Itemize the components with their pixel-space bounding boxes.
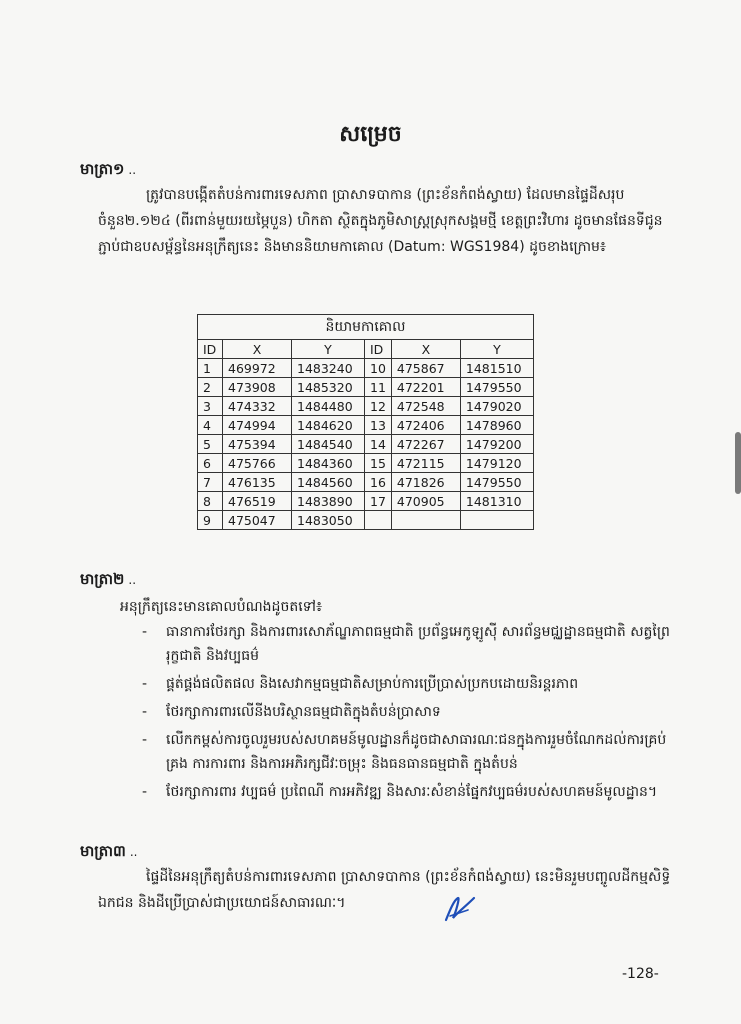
coordinate-table	[197, 314, 534, 530]
list-item-text: ផ្គត់ផ្គង់ផលិតផល និងសេវាកម្មធម្មជាតិសម្រាប់ការប្រើប្រាស់ប្រកបដោយនិរន្តរភាព	[166, 676, 579, 692]
header-id-2: ID	[365, 340, 392, 359]
header-y-1: Y	[292, 340, 365, 359]
cell: 12	[365, 397, 392, 416]
table-header-row	[198, 340, 534, 359]
table-row	[198, 397, 534, 416]
header-x-1: X	[223, 340, 292, 359]
cell: 6	[198, 454, 223, 473]
cell: 472201	[391, 378, 460, 397]
cell: 5	[198, 435, 223, 454]
cell: 16	[365, 473, 392, 492]
cell: 1485320	[292, 378, 365, 397]
list-item: - លើកកម្ពស់ការចូលរួមរបស់សហគមន៍មូលដ្ឋានក៏ដូចជាសាធារណៈជនក្នុងការរួមចំណែកដល់ការគ្រប់គ្រង ការការពារ និងការអភិរក្សជីវៈចម្រុះ និងធនធានធម្មជាតិ ក្នុងតំបន់	[142, 732, 667, 772]
cell: 1484480	[292, 397, 365, 416]
table-row	[198, 416, 534, 435]
list-item: - ថែរក្សាការពារលើនីងបរិស្ថានធម្មជាតិក្នុងតំបន់ប្រាសាទ	[142, 704, 441, 720]
header-x-2: X	[391, 340, 460, 359]
cell: 3	[198, 397, 223, 416]
cell: 9	[198, 511, 223, 530]
cell: 471826	[391, 473, 460, 492]
table-row	[198, 454, 534, 473]
cell: 1484360	[292, 454, 365, 473]
cell: 15	[365, 454, 392, 473]
cell: 1483890	[292, 492, 365, 511]
cell: 1	[198, 359, 223, 378]
cell: 4	[198, 416, 223, 435]
cell: 10	[365, 359, 392, 378]
cell: 1484560	[292, 473, 365, 492]
cell: 476135	[223, 473, 292, 492]
table-caption: និយាមកាគោល	[198, 315, 534, 340]
header-y-2: Y	[460, 340, 533, 359]
cell: 470905	[391, 492, 460, 511]
table-row	[198, 492, 534, 511]
cell	[365, 511, 392, 530]
cell: 472115	[391, 454, 460, 473]
table-row	[198, 473, 534, 492]
cell: 1479550	[460, 473, 533, 492]
cell: 13	[365, 416, 392, 435]
cell: 1481310	[460, 492, 533, 511]
table-row	[198, 378, 534, 397]
cell: 8	[198, 492, 223, 511]
cell: 475047	[223, 511, 292, 530]
cell: 475394	[223, 435, 292, 454]
article-1-body: ត្រូវបានបង្កើតតំបន់ការពារទេសភាព ប្រាសាទបាកាន (ព្រះខ័នកំពង់ស្វាយ) ដែលមានផ្ទៃដីសរុបចំនួន២.១២៤ (ពីរពាន់មួយរយម្ភៃបួន) ហិកតា ស្ថិតក្នុងភូមិសាស្ត្រស្រុកសង្គមថ្មី ខេត្តព្រះវិហារ ដូចមានផែនទីជូនភ្ជាប់ជាឧបសម្ព័ន្ធនៃអនុក្រឹត្យនេះ និងមាននិយាមកាគោល (Datum: WGS1984) ដូចខាងក្រោម៖	[98, 187, 663, 255]
cell: 14	[365, 435, 392, 454]
cell: 476519	[223, 492, 292, 511]
article-1-label: មាត្រា១	[80, 160, 125, 178]
cell: 475867	[391, 359, 460, 378]
cell: 475766	[223, 454, 292, 473]
scrollbar-thumb[interactable]	[735, 432, 741, 494]
cell: 1479020	[460, 397, 533, 416]
table-row	[198, 435, 534, 454]
cell: 11	[365, 378, 392, 397]
signature-icon	[440, 888, 480, 928]
list-item: - ផ្គត់ផ្គង់ផលិតផល និងសេវាកម្មធម្មជាតិសម្រាប់ការប្រើប្រាស់ប្រកបដោយនិរន្តរភាព	[142, 676, 579, 692]
cell: 1479200	[460, 435, 533, 454]
article-2-heading	[80, 570, 136, 592]
article-2-intro: អនុក្រឹត្យនេះមានគោលបំណងដូចតទៅ៖	[120, 599, 323, 615]
table-row	[198, 511, 534, 530]
cell	[460, 511, 533, 530]
article-2-dots: ..	[128, 573, 137, 587]
list-item-text: ធានាការថែរក្សា និងការពារសោភ័ណ្ឌភាពធម្មជាតិ ប្រព័ន្ធអេកូឡូស៊ី សារព័ន្ធមជ្ឈដ្ឋានធម្មជាតិ សត្វព្រៃ រុក្ខជាតិ និងវប្បធម៌	[166, 624, 670, 664]
cell: 472548	[391, 397, 460, 416]
article-3-text	[98, 864, 673, 916]
article-1-text	[98, 182, 673, 260]
article-1-heading	[80, 160, 136, 182]
table-row	[198, 359, 534, 378]
article-1-dots: ..	[128, 163, 137, 177]
cell: 473908	[223, 378, 292, 397]
cell: 474332	[223, 397, 292, 416]
page-number: -128-	[622, 966, 659, 982]
cell: 1478960	[460, 416, 533, 435]
cell: 1479120	[460, 454, 533, 473]
cell: 17	[365, 492, 392, 511]
list-item-text: លើកកម្ពស់ការចូលរួមរបស់សហគមន៍មូលដ្ឋានក៏ដូចជាសាធារណៈជនក្នុងការរួមចំណែកដល់ការគ្រប់គ្រង ការការពារ និងការអភិរក្សជីវៈចម្រុះ និងធនធានធម្មជាតិ ក្នុងតំបន់	[166, 732, 667, 772]
cell	[391, 511, 460, 530]
cell: 469972	[223, 359, 292, 378]
cell: 1483050	[292, 511, 365, 530]
article-3-body: ផ្ទៃដីនៃអនុក្រឹត្យតំបន់ការពារទេសភាព ប្រាសាទបាកាន (ព្រះខ័នកំពង់ស្វាយ) នេះមិនរួមបញ្ចូលដីកម្មសិទ្ធិឯកជន និងដីប្រើប្រាស់ជាប្រយោជន៍សាធារណៈ។	[98, 869, 671, 911]
cell: 472267	[391, 435, 460, 454]
cell: 472406	[391, 416, 460, 435]
list-item: - ថែរក្សាការពារ វប្បធម៌ ប្រពៃណី ការអភិវឌ្ឍ និងសារៈសំខាន់ផ្នែកវប្បធម៌របស់សហគមន៍មូលដ្ឋាន។	[142, 784, 658, 800]
cell: 2	[198, 378, 223, 397]
article-2-label: មាត្រា២	[80, 570, 125, 588]
list-item: - ធានាការថែរក្សា និងការពារសោភ័ណ្ឌភាពធម្មជាតិ ប្រព័ន្ធអេកូឡូស៊ី សារព័ន្ធមជ្ឈដ្ឋានធម្មជាតិ សត្វព្រៃ រុក្ខជាតិ និងវប្បធម៌	[142, 624, 670, 664]
article-3-label: មាត្រា៣	[80, 842, 126, 860]
article-3-heading	[80, 842, 138, 864]
cell: 1484540	[292, 435, 365, 454]
header-id-1: ID	[198, 340, 223, 359]
list-item-text: ថែរក្សាការពារ វប្បធម៌ ប្រពៃណី ការអភិវឌ្ឍ និងសារៈសំខាន់ផ្នែកវប្បធម៌របស់សហគមន៍មូលដ្ឋាន។	[166, 784, 658, 800]
cell: 1484620	[292, 416, 365, 435]
list-item-text: ថែរក្សាការពារលើនីងបរិស្ថានធម្មជាតិក្នុងតំបន់ប្រាសាទ	[166, 704, 441, 720]
objectives-list	[142, 620, 682, 808]
cell: 1479550	[460, 378, 533, 397]
cell: 474994	[223, 416, 292, 435]
cell: 1481510	[460, 359, 533, 378]
document-title: សម្រេច	[339, 122, 402, 147]
cell: 1483240	[292, 359, 365, 378]
article-3-dots: ..	[129, 845, 138, 859]
cell: 7	[198, 473, 223, 492]
